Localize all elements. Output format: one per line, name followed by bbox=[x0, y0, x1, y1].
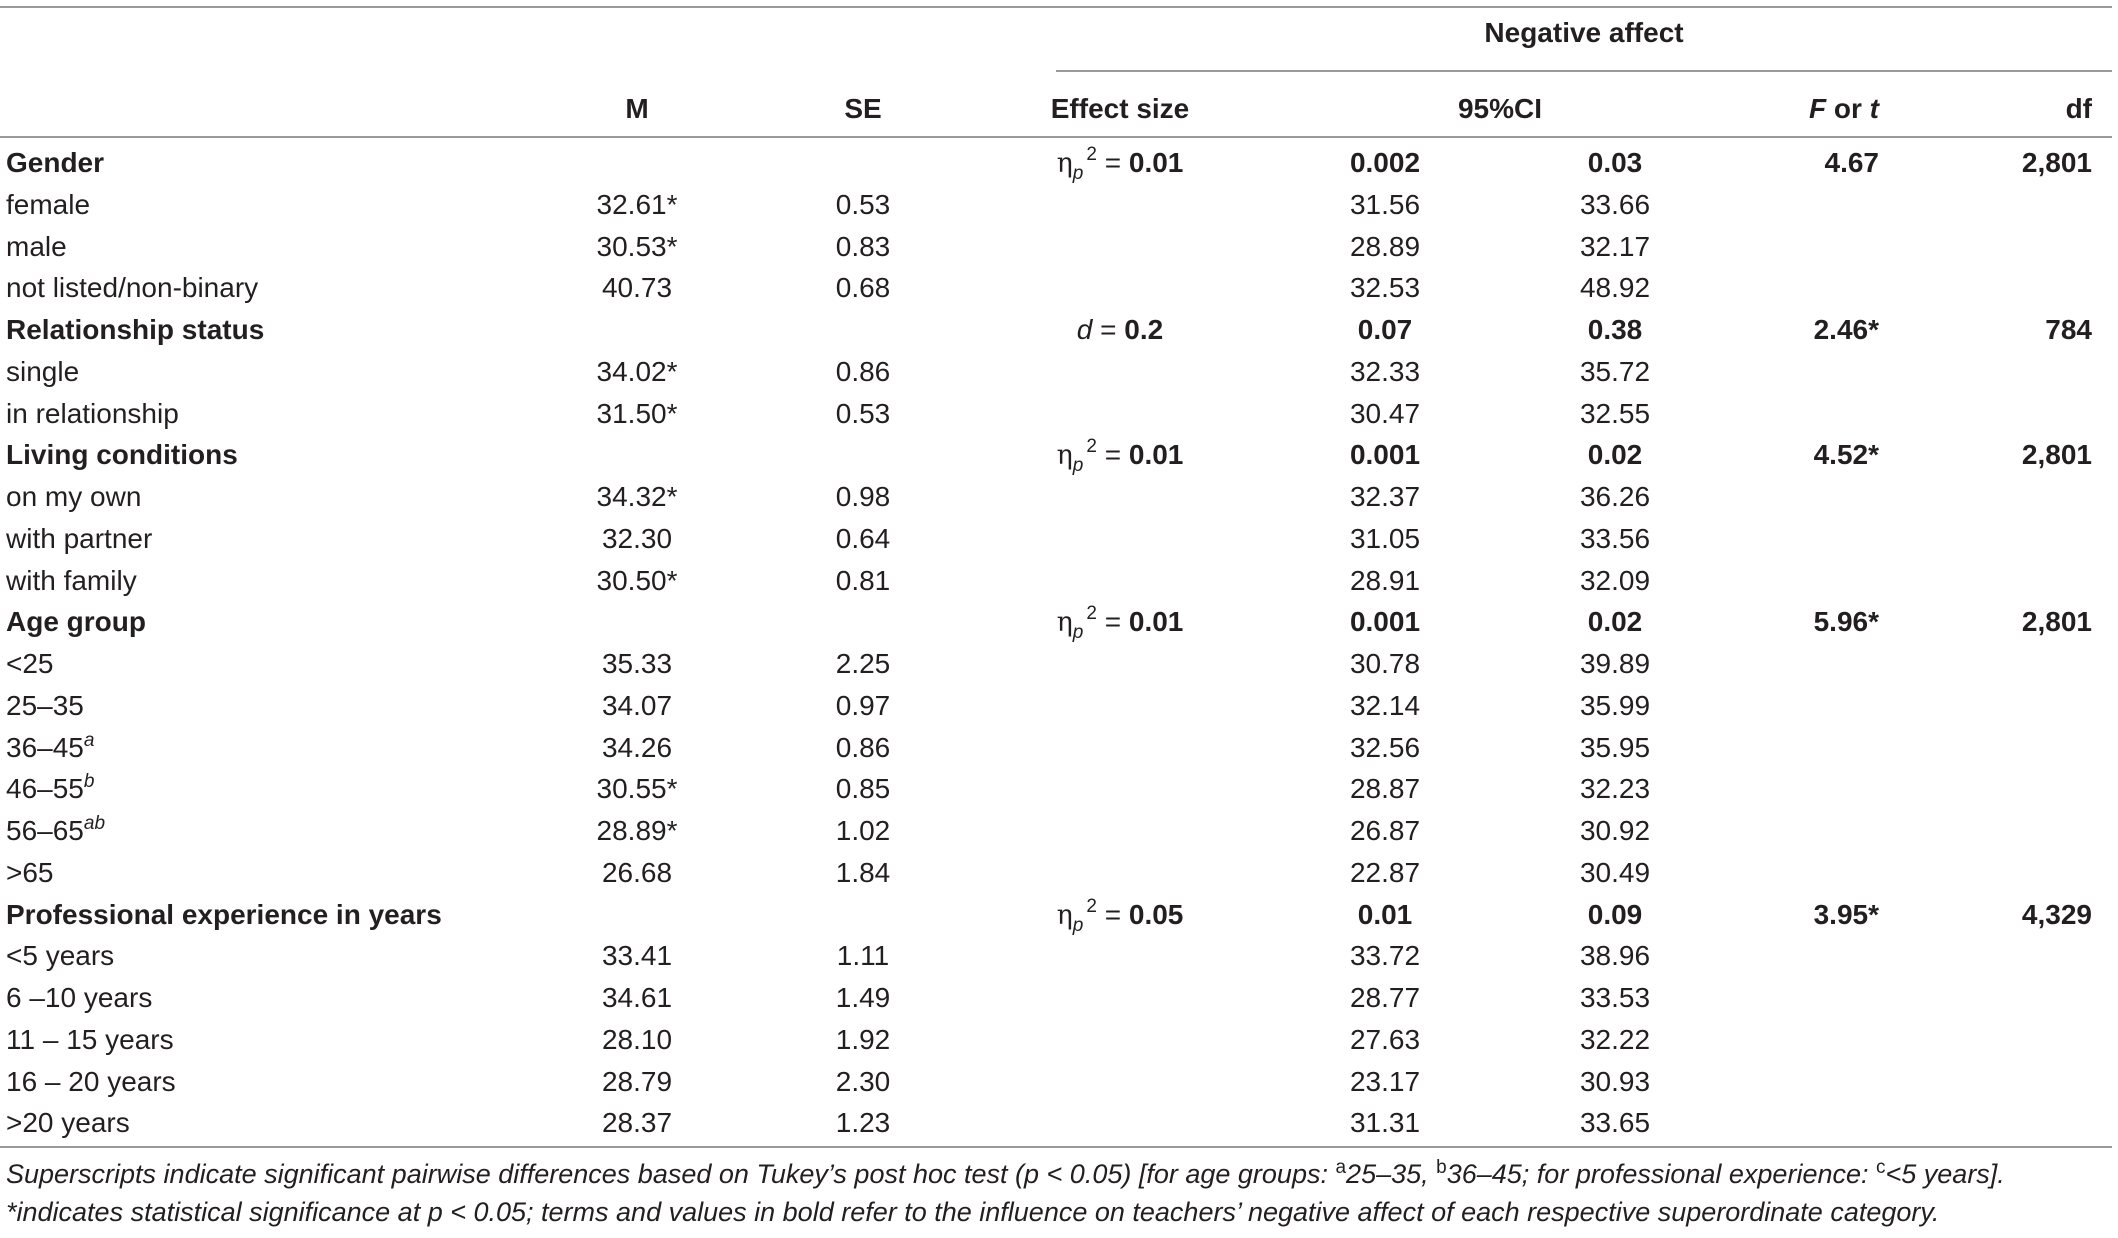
se-cell: 1.02 bbox=[835, 815, 891, 846]
mean-cell: 28.79 bbox=[601, 1065, 673, 1097]
ci-low-cell: 31.56 bbox=[1349, 188, 1421, 220]
ci-low-cell: 28.89 bbox=[1349, 230, 1421, 262]
row-label: on my own bbox=[6, 481, 142, 512]
effect-size-cell: $\eta_p^2 = 0.05$ bbox=[1056, 895, 1184, 936]
category-label: Relationship status bbox=[6, 314, 265, 345]
top-rule bbox=[0, 6, 2112, 8]
se-cell: 0.86 bbox=[835, 355, 891, 387]
ci-low-cell: 23.17 bbox=[1349, 1065, 1421, 1097]
se-cell: 2.25 bbox=[835, 648, 891, 679]
ci-high-cell: 33.66 bbox=[1579, 188, 1651, 220]
row-label: female bbox=[6, 188, 91, 220]
ci-high-cell: 32.09 bbox=[1579, 564, 1651, 596]
mean-cell: 34.07 bbox=[601, 689, 673, 721]
df-cell: 2,801 bbox=[2021, 147, 2092, 178]
effect-size-cell: d = 0.2 bbox=[1076, 314, 1164, 345]
category-label: Gender bbox=[6, 147, 105, 178]
row-label: 6 –10 years bbox=[6, 982, 153, 1013]
row-label: with family bbox=[6, 564, 137, 596]
ci-low-cell: 0.001 bbox=[1349, 439, 1421, 471]
se-cell: 0.53 bbox=[835, 188, 891, 220]
row-label: >65 bbox=[6, 856, 54, 888]
ci-high-cell: 36.26 bbox=[1579, 481, 1651, 512]
f-or-t-cell: 2.46* bbox=[1813, 314, 1879, 345]
se-cell: 0.98 bbox=[835, 481, 891, 512]
mean-cell: 32.30 bbox=[601, 522, 673, 554]
row-label: 11 – 15 years bbox=[6, 1023, 174, 1055]
row-label: <25 bbox=[6, 648, 54, 679]
header-df: df bbox=[2065, 93, 2092, 124]
f-or-t-cell: 4.52* bbox=[1813, 439, 1879, 471]
se-cell: 0.86 bbox=[835, 731, 891, 763]
ci-low-cell: 27.63 bbox=[1349, 1023, 1421, 1055]
category-label: Age group bbox=[6, 606, 146, 638]
mean-cell: 40.73 bbox=[601, 272, 673, 304]
header-se: SE bbox=[844, 93, 882, 124]
ci-low-cell: 28.87 bbox=[1349, 773, 1421, 805]
df-cell: 2,801 bbox=[2021, 439, 2092, 471]
header-f-or-t: F or t bbox=[1809, 93, 1879, 124]
ci-low-cell: 22.87 bbox=[1349, 856, 1421, 888]
ci-high-cell: 35.99 bbox=[1579, 689, 1651, 721]
row-label: 46–55$^b$ bbox=[6, 771, 95, 805]
ci-high-cell: 32.17 bbox=[1579, 230, 1651, 262]
ci-high-cell: 0.02 bbox=[1587, 606, 1643, 638]
ci-low-cell: 30.78 bbox=[1349, 648, 1421, 679]
ci-low-cell: 31.05 bbox=[1349, 522, 1421, 554]
header-rule bbox=[0, 136, 2112, 138]
row-label: in relationship bbox=[6, 397, 179, 429]
ci-low-cell: 32.53 bbox=[1349, 272, 1421, 304]
se-cell: 1.92 bbox=[835, 1023, 891, 1055]
ci-low-cell: 26.87 bbox=[1349, 815, 1421, 846]
ci-high-cell: 33.65 bbox=[1579, 1107, 1651, 1139]
ci-high-cell: 32.23 bbox=[1579, 773, 1651, 805]
row-label: $56-65^{ab}$ bbox=[6, 813, 106, 846]
effect-size-cell: $\eta_p^2 = 0.01$ bbox=[1056, 144, 1184, 184]
mean-cell: 30.53* bbox=[596, 230, 678, 262]
mean-cell: 32.61* bbox=[596, 188, 678, 220]
mean-cell: 30.50* bbox=[596, 564, 678, 596]
mean-cell: 34.02* bbox=[596, 355, 678, 387]
ci-high-cell: 35.72 bbox=[1579, 355, 1651, 387]
ci-high-cell: 35.95 bbox=[1579, 731, 1651, 763]
ci-high-cell: 48.92 bbox=[1579, 272, 1651, 304]
se-cell: 0.83 bbox=[835, 230, 891, 262]
ci-high-cell: 0.09 bbox=[1587, 898, 1643, 930]
ci-high-cell: 0.03 bbox=[1587, 147, 1643, 178]
ci-low-cell: 32.37 bbox=[1349, 481, 1421, 512]
effect-size-cell: $\eta_p^2 = 0.01$ bbox=[1056, 436, 1184, 477]
effect-size-cell: $\eta_p^2 = 0.01$ bbox=[1056, 603, 1184, 644]
ci-high-cell: 39.89 bbox=[1579, 648, 1651, 679]
ci-low-cell: 0.01 bbox=[1357, 898, 1413, 930]
category-label: Living conditions bbox=[6, 439, 238, 471]
se-cell: 0.81 bbox=[835, 564, 891, 596]
row-label: single bbox=[6, 355, 80, 387]
footnote-line-1: Superscripts indicate significant pairwise differences based on Tukey’s post hoc test (p < 0.05) [for age groups: $^a$25–35, $^b$36–45; for professional experience: $^c$<5 years]. bbox=[6, 1157, 2005, 1189]
category-label: Professional experience in years bbox=[6, 898, 442, 930]
ci-low-cell: 30.47 bbox=[1349, 397, 1421, 429]
df-cell: 4,329 bbox=[2021, 898, 2092, 930]
ci-high-cell: 30.92 bbox=[1579, 815, 1651, 846]
se-cell: 0.97 bbox=[835, 689, 891, 721]
df-cell: 2,801 bbox=[2021, 606, 2092, 638]
ci-low-cell: 28.77 bbox=[1349, 982, 1421, 1013]
row-label: male bbox=[6, 230, 67, 262]
row-label: 25–35 bbox=[6, 689, 84, 721]
se-cell: 1.23 bbox=[835, 1107, 891, 1139]
mean-cell: 34.32* bbox=[596, 481, 678, 512]
row-label: 36–45$^a$ bbox=[6, 729, 95, 763]
row-label: <5 years bbox=[6, 940, 115, 972]
se-cell: 1.84 bbox=[835, 856, 891, 888]
ci-high-cell: 33.56 bbox=[1579, 522, 1651, 554]
ci-low-cell: 32.56 bbox=[1349, 731, 1421, 763]
footnote-line-2: *indicates statistical significance at p < 0.05; terms and values in bold refer to the influence on teachers’ negative affect of each respective superordinate category. bbox=[6, 1197, 1940, 1227]
df-cell: 784 bbox=[2045, 314, 2092, 345]
mean-cell: 34.26 bbox=[601, 731, 673, 763]
ci-high-cell: 32.22 bbox=[1579, 1023, 1651, 1055]
row-label: with partner bbox=[6, 522, 153, 554]
mean-cell: 28.89* bbox=[596, 815, 678, 846]
header-negative-affect: Negative affect bbox=[1484, 17, 1684, 48]
se-cell: 1.11 bbox=[836, 940, 890, 972]
ci-low-cell: 31.31 bbox=[1349, 1107, 1421, 1139]
header-95ci: 95%CI bbox=[1457, 93, 1543, 124]
row-label: 16 – 20 years bbox=[6, 1065, 176, 1097]
ci-low-cell: 0.07 bbox=[1357, 314, 1413, 345]
f-or-t-cell: 4.67 bbox=[1824, 147, 1879, 178]
ci-low-cell: 32.33 bbox=[1349, 355, 1421, 387]
mean-cell: 34.61 bbox=[601, 982, 673, 1013]
ci-high-cell: 33.53 bbox=[1579, 982, 1651, 1013]
se-cell: 1.49 bbox=[835, 982, 891, 1013]
ci-low-cell: 33.72 bbox=[1349, 940, 1421, 972]
ci-low-cell: 28.91 bbox=[1349, 564, 1421, 596]
mean-cell: 33.41 bbox=[601, 940, 673, 972]
ci-high-cell: 0.02 bbox=[1587, 439, 1643, 471]
ci-high-cell: 30.93 bbox=[1579, 1065, 1651, 1097]
f-or-t-cell: 3.95* bbox=[1813, 898, 1879, 930]
se-cell: 0.68 bbox=[835, 272, 891, 304]
header-effect-size: Effect size bbox=[1050, 93, 1190, 124]
f-or-t-cell: 5.96* bbox=[1813, 606, 1879, 638]
ci-low-cell: 0.002 bbox=[1349, 147, 1421, 178]
mean-cell: 28.10 bbox=[601, 1023, 673, 1055]
row-label: not listed/non-binary bbox=[6, 272, 259, 304]
mean-cell: 30.55* bbox=[596, 773, 678, 805]
ci-high-cell: 38.96 bbox=[1579, 940, 1651, 972]
mean-cell: 26.68 bbox=[601, 856, 673, 888]
header-m: M bbox=[625, 93, 649, 124]
row-label: >20 years bbox=[6, 1107, 130, 1139]
mean-cell: 31.50* bbox=[596, 397, 678, 429]
se-cell: 0.85 bbox=[835, 773, 891, 805]
group-rule bbox=[1056, 70, 2112, 72]
mean-cell: 28.37 bbox=[601, 1107, 673, 1139]
ci-high-cell: 32.55 bbox=[1579, 397, 1651, 429]
ci-high-cell: 0.38 bbox=[1587, 314, 1643, 345]
se-cell: 0.53 bbox=[835, 397, 891, 429]
bottom-rule bbox=[0, 1146, 2112, 1148]
se-cell: 2.30 bbox=[835, 1065, 891, 1097]
ci-low-cell: 32.14 bbox=[1349, 689, 1421, 721]
ci-low-cell: 0.001 bbox=[1349, 606, 1421, 638]
mean-cell: 35.33 bbox=[601, 648, 673, 679]
se-cell: 0.64 bbox=[835, 522, 891, 554]
ci-high-cell: 30.49 bbox=[1579, 856, 1651, 888]
